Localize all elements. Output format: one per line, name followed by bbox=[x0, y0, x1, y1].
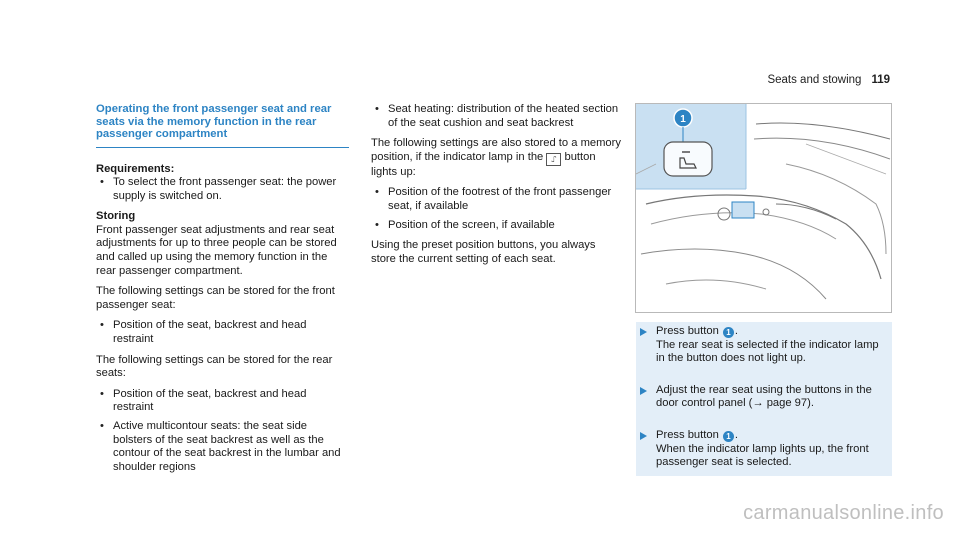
door-panel-highlight bbox=[732, 202, 754, 218]
list-item: • Position of the seat, backrest and head restraint bbox=[96, 388, 349, 415]
requirements-list bbox=[96, 176, 349, 203]
list-item: • To select the front passenger seat: the power supply is switched on. bbox=[96, 176, 349, 203]
instruction-steps bbox=[636, 322, 892, 476]
list-item: • Position of the screen, if available bbox=[371, 219, 621, 233]
list-item: • Active multicontour seats: the seat side bolsters of the seat backrest as well as the contour of the seat backrest in the lumbar and shoulder regions bbox=[96, 420, 349, 474]
list-item: • Position of the seat, backrest and head restraint bbox=[96, 319, 349, 346]
section-title: Seats and stowing bbox=[767, 74, 862, 86]
front-settings-intro: The following settings can be stored for the front passenger seat: bbox=[96, 285, 335, 311]
list-item: • Seat heating: distribution of the heated section of the seat cushion and seat backrest bbox=[371, 103, 621, 130]
memory-text-before: The following settings are also stored to a memory position, if the indicator lamp in the bbox=[371, 137, 621, 163]
callout-1-ref: 1 bbox=[723, 327, 734, 338]
step-1 bbox=[636, 322, 892, 372]
running-head bbox=[767, 74, 890, 88]
middle-column bbox=[371, 103, 621, 273]
heating-list bbox=[371, 103, 621, 130]
storing-paragraph: Front passenger seat adjustments and rear seat adjustments for up to three people can be stored and called up using the memory function in the rear passenger compartment. bbox=[96, 223, 337, 277]
step-text: Adjust the rear seat using the buttons in the door control panel (→ page 97). bbox=[656, 383, 872, 410]
step-detail: The rear seat is selected if the indicator lamp in the button does not light up. bbox=[656, 338, 879, 365]
requirements-heading: Requirements: bbox=[96, 162, 175, 175]
step-3 bbox=[636, 417, 892, 476]
step-2 bbox=[636, 372, 892, 417]
seat-button-icon: ⑀ bbox=[546, 153, 561, 166]
step-detail: When the indicator lamp lights up, the front passenger seat is selected. bbox=[656, 442, 869, 469]
step-arrow-icon bbox=[640, 387, 647, 395]
front-settings-list bbox=[96, 319, 349, 346]
list-item: • Position of the footrest of the front passenger seat, if available bbox=[371, 186, 621, 213]
memory-text-after: button lights up: bbox=[371, 150, 596, 178]
callout-1-ref: 1 bbox=[723, 431, 734, 442]
step-arrow-icon bbox=[640, 432, 647, 440]
step-text: Press button bbox=[656, 428, 719, 441]
storing-heading: Storing bbox=[96, 210, 136, 223]
section-heading: Operating the front passenger seat and rear seats via the memory function in the rear passenger compartment bbox=[96, 103, 349, 148]
seat-memory-illustration bbox=[635, 103, 892, 313]
closing-paragraph: Using the preset position buttons, you always store the current setting of each seat. bbox=[371, 239, 596, 265]
callout-1-label: 1 bbox=[680, 114, 686, 125]
step-punct: . bbox=[734, 325, 739, 337]
left-column bbox=[96, 103, 349, 481]
step-text: Press button bbox=[656, 325, 719, 337]
memory-paragraph bbox=[371, 137, 621, 179]
page-number: 119 bbox=[871, 74, 890, 86]
rear-settings-intro: The following settings can be stored for the rear seats: bbox=[96, 353, 333, 380]
memory-button bbox=[664, 142, 712, 176]
step-arrow-icon bbox=[640, 328, 647, 336]
memory-list bbox=[371, 186, 621, 232]
illustration-svg bbox=[636, 104, 891, 312]
watermark: carmanualsonline.info bbox=[743, 502, 944, 525]
rear-settings-list bbox=[96, 388, 349, 475]
step-punct: . bbox=[734, 428, 739, 441]
